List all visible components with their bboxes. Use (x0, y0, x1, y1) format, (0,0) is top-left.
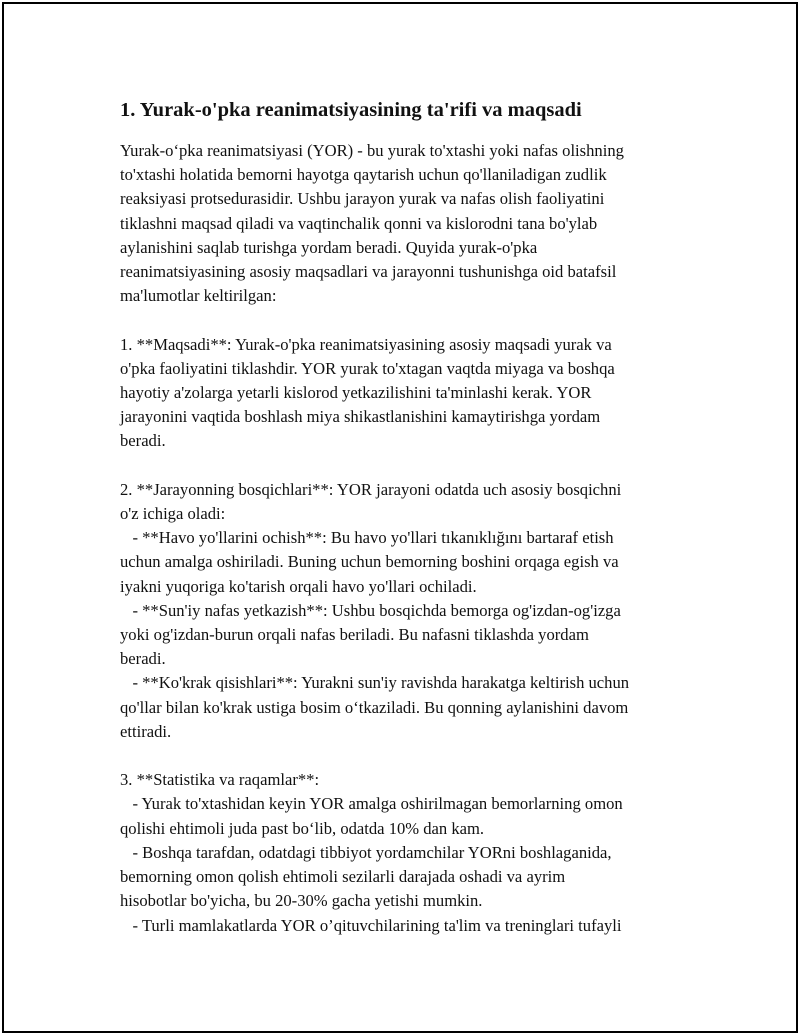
document-page (2, 2, 798, 1033)
document-content (120, 95, 710, 938)
section-heading: 1. Yurak-o'pka reanimatsiyasining ta'rifi va maqsadi (120, 99, 582, 121)
body-text: Yurak-o‘pka reanimatsiyasi (YOR) - bu yurak to'xtashi yoki nafas olishning to'xtashi holatida bemorni hayotga qaytarish uchun qo'llaniladigan zudlik reaksiyasi protsedurasidir. Ushbu jarayon yurak va nafas olish faoliyatini tiklashni maqsad qiladi va vaqtinchalik qonni va kislorodni tana bo'ylab aylanishini saqlab turishga yordam beradi. Quyida yurak-o'pka reanimatsiyasining asosiy maqsadlari va jarayonni tushunishga oid batafsil ma'lumotlar keltirilgan: 1. **Maqsadi**: Yurak-o'pka reanimatsiyasining asosiy maqsadi yurak va o'pka faoliyatini tiklashdir. YOR yurak to'xtagan vaqtda miyaga va boshqa hayotiy a'zolarga yetarli kislorod yetkazilishini ta'minlashi kerak. YOR jarayonini vaqtida boshlash miya shikastlanishini kamaytirishga yordam beradi. 2. **Jarayonning bosqichlari**: YOR jarayoni odatda uch asosiy bosqichni o'z ichiga oladi: - **Havo yo'llarini ochish**: Bu havo yo'llari tıkanıklığını bartaraf etish uchun amalga oshiriladi. Buning uchun bemorning boshini orqaga egish va iyakni yuqoriga ko'tarish orqali havo yo'llari ochiladi. - **Sun'iy nafas yetkazish**: Ushbu bosqichda bemorga og'izdan-og'izga yoki og'izdan-burun orqali nafas beriladi. Bu nafasni tiklashda yordam beradi. - **Ko'krak qisishlari**: Yurakni sun'iy ravishda harakatga keltirish uchun qo'llar bilan ko'krak ustiga bosim o‘tkaziladi. Bu qonning aylanishini davom ettiradi. 3. **Statistika va raqamlar**: - Yurak to'xtashidan keyin YOR amalga oshirilmagan bemorlarning omon qolishi ehtimoli juda past bo‘lib, odatda 10% dan kam. - Boshqa tarafdan, odatdagi tibbiyot yordamchilar YORni boshlaganida, bemorning omon qolish ehtimoli sezilarli darajada oshadi va ayrim hisobotlar bo'yicha, bu 20-30% gacha yetishi mumkin. - Turli mamlakatlarda YOR o’qituvchilarining ta'lim va treninglari tufayli (120, 141, 630, 935)
